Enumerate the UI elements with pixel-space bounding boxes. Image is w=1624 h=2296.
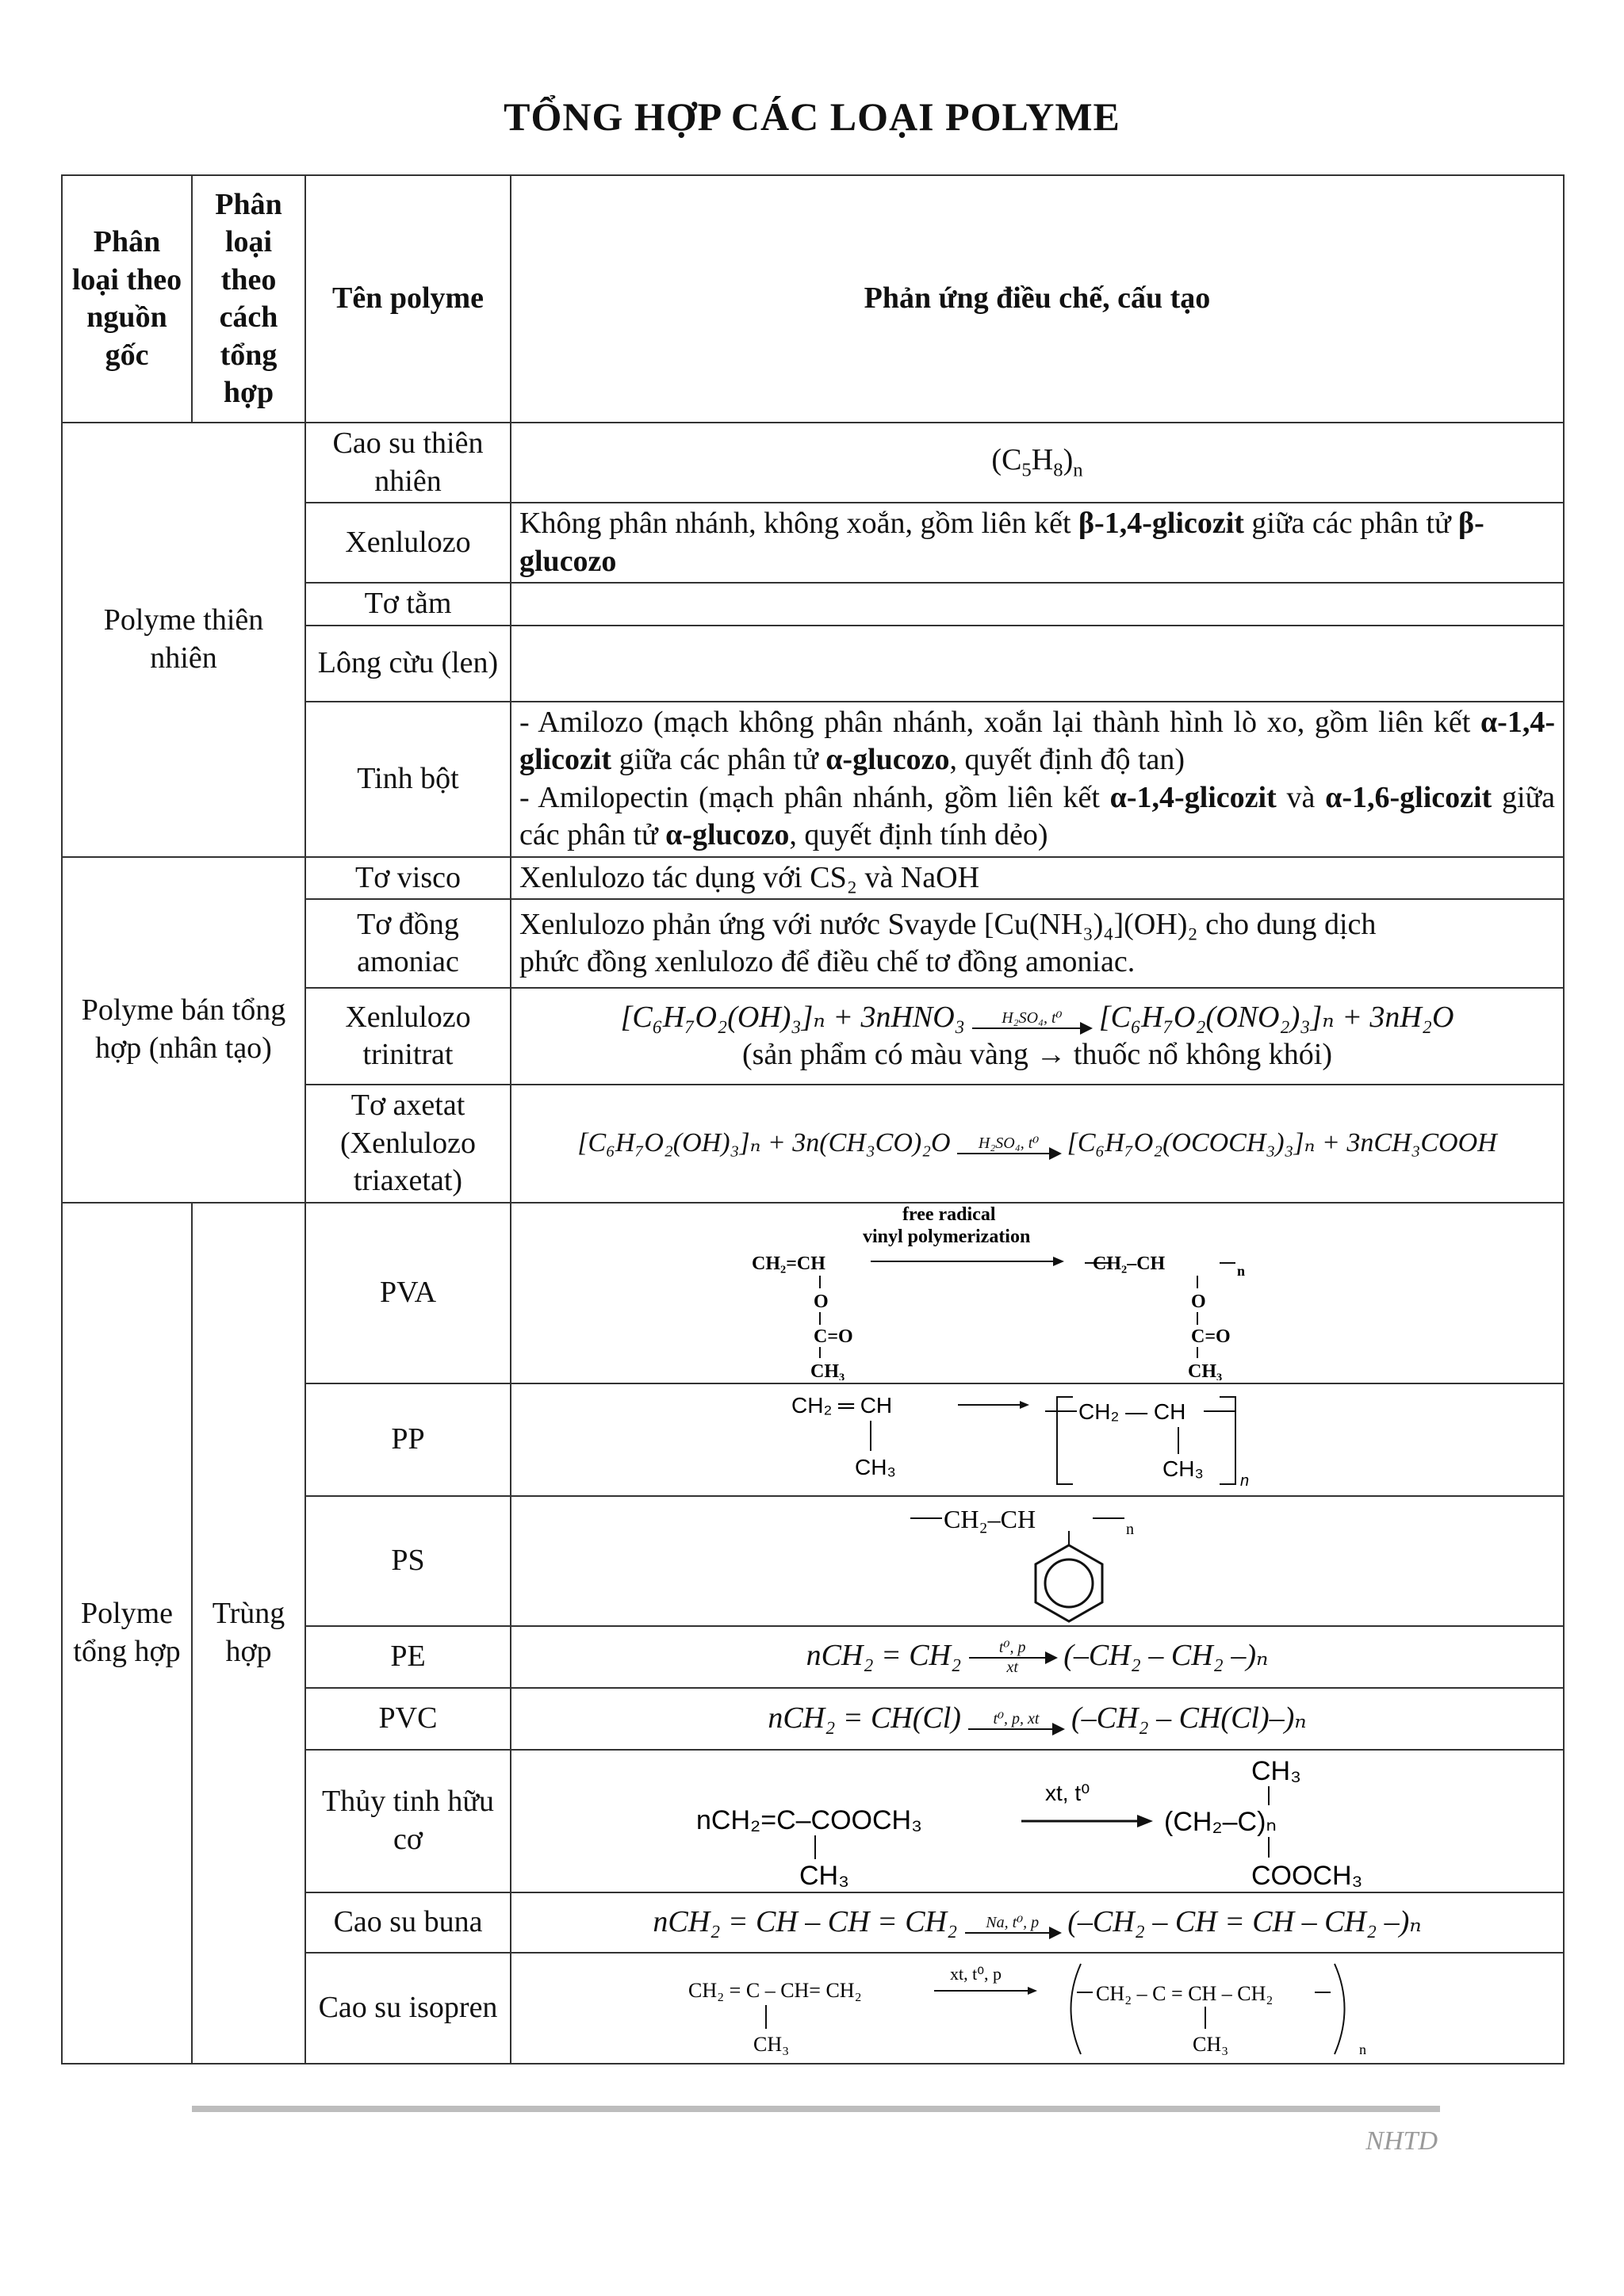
atom-label: CH₃ [1188, 1360, 1223, 1380]
subscript-n: n [1240, 1471, 1250, 1490]
monomer: CH₂=CH [752, 1253, 825, 1274]
arrow-condition: t⁰, p [998, 1639, 1026, 1657]
equation [515, 1127, 1560, 1161]
monomer: nCH₂=C–COOCH₃ [696, 1804, 922, 1835]
page-title: TỔNG HỢP CÁC LOẠI POLYME [504, 94, 1120, 139]
reaction-cell [511, 1626, 1564, 1688]
polymer-name: Cao su thiên nhiên [305, 423, 511, 503]
equation [519, 1904, 1555, 1942]
reaction-arrow-icon [968, 1711, 1063, 1730]
text-run: - Amilopectin (mạch phân nhánh, gồm liên kết [519, 780, 1110, 814]
group-addition: Trùng hợp [192, 1203, 305, 2064]
text-run: Xenlulozo phản ứng với nước Svayde [Cu(NH₃)₄](OH)₂ cho dung dịch [519, 907, 1377, 941]
polymer-name: Thủy tinh hữu cơ [305, 1750, 511, 1892]
reaction-cell [511, 1203, 1564, 1383]
equation-right: [C₆H₇O₂(OCOCH₃)₃]ₙ + 3nCH₃COOH [1067, 1128, 1497, 1158]
subscript-n: n [1126, 1520, 1134, 1538]
arrow-condition: xt, t⁰, p [950, 1963, 1002, 1984]
header-synthesis: Phân loại theo cách tổng hợp [192, 175, 305, 423]
group-natural: Polyme thiên nhiên [62, 423, 305, 857]
ps-structure [910, 1499, 1164, 1623]
polymer-name: Cao su isopren [305, 1953, 511, 2064]
polymer-name: Cao su buna [305, 1892, 511, 1953]
equation-left: [C₆H₇O₂(OH)₃]ₙ + 3nHNO₃ [620, 1000, 965, 1034]
table-row [62, 1203, 1564, 1383]
polymer-name: Tơ tằm [305, 583, 511, 626]
header-row [62, 175, 1564, 423]
arrow-condition: H₂SO₄, t⁰ [1002, 1008, 1063, 1027]
bold-run: β-1,4-glicozit [1078, 507, 1244, 540]
polymer-unit: CH₂–CH [944, 1504, 1036, 1533]
bold-run: α-1,4-glicozit [519, 705, 1555, 776]
reaction-arrow-icon [969, 1640, 1056, 1676]
footer-signature: NHTD [1365, 2126, 1438, 2156]
reaction-arrow-icon [957, 1135, 1060, 1154]
pva-structure [752, 1206, 1323, 1380]
text-run: giữa các phân tử [519, 780, 1555, 851]
polymer-unit: (CH₂–C)ₙ [1164, 1806, 1277, 1837]
arrow-condition: xt [1006, 1659, 1018, 1677]
isoprene-structure [688, 1956, 1386, 2061]
polymer-name: Tơ visco [305, 857, 511, 900]
text-run: Không phân nhánh, không xoắn, gồm liên kết [519, 507, 1079, 540]
atom-label: O [1191, 1291, 1206, 1312]
equation-note: (sản phẩm có màu vàng → thuốc nổ không khói) [741, 1038, 1333, 1071]
arrow-condition: free radical [902, 1205, 996, 1225]
reaction-cell [511, 503, 1564, 583]
polymer-name: PE [305, 1626, 511, 1688]
equation-left: nCH₂ = CH₂ [806, 1638, 962, 1672]
bold-run: β-glucozo [519, 507, 1484, 578]
polymer-name: PS [305, 1496, 511, 1626]
polymer-name: Xenlulozo [305, 503, 511, 583]
arrow-condition: vinyl polymerization [863, 1226, 1031, 1247]
polymer-unit: CH₂–CH [1093, 1253, 1166, 1274]
monomer: CH₂ ═ CH [791, 1392, 893, 1418]
bold-run: α-1,4-glicozit [1109, 780, 1277, 814]
atom-label: CH₃ [799, 1860, 849, 1889]
equation [519, 1637, 1555, 1676]
equation-right: (–CH₂ – CH₂ –)ₙ [1063, 1638, 1269, 1672]
reaction-cell [511, 1383, 1564, 1496]
reaction-arrow-icon [972, 1010, 1091, 1029]
polymer-name: Tinh bột [305, 702, 511, 857]
bold-run: α-glucozo [665, 818, 790, 851]
polymer-name: Xenlulozo trinitrat [305, 988, 511, 1085]
header-origin: Phân loại theo nguồn gốc [62, 175, 192, 423]
footer-divider [192, 2106, 1440, 2112]
reaction-cell [511, 1085, 1564, 1203]
atom-label: CH₃ [810, 1360, 845, 1380]
group-synthetic: Polyme tổng hợp [62, 1203, 192, 2064]
reaction-cell [511, 988, 1564, 1085]
text-run: , quyết định tính dẻo) [789, 818, 1048, 851]
bold-run: α-glucozo [825, 743, 950, 776]
reaction-cell: $(C_5H_8)_n$ [511, 423, 1564, 503]
reaction-cell [511, 1750, 1564, 1892]
reaction-cell [511, 899, 1564, 988]
text-run: và [1276, 780, 1326, 814]
reaction-cell [511, 1892, 1564, 1953]
atom-label: CH₃ [855, 1454, 896, 1479]
atom-label: CH₃ [1251, 1755, 1301, 1786]
equation-right: [C₆H₇O₂(ONO₂)₃]ₙ + 3nH₂O [1098, 1000, 1454, 1034]
equation [519, 999, 1555, 1037]
reaction-cell [511, 626, 1564, 702]
polymer-name: PP [305, 1383, 511, 1496]
bold-run: α-1,6-glicozit [1325, 780, 1492, 814]
arrow-condition: H₂SO₄, t⁰ [978, 1135, 1040, 1153]
polymer-table [61, 174, 1565, 2064]
atom-label: CH₃ [1193, 2032, 1229, 2056]
atom-label: C=O [1191, 1326, 1231, 1347]
polymer-unit: CH₂ – C = CH – CH₂ [1096, 1981, 1274, 2005]
equation-right: (–CH₂ – CH(Cl)–)ₙ [1071, 1701, 1307, 1735]
reaction-cell [511, 583, 1564, 626]
pp-structure [791, 1387, 1283, 1492]
header-name: Tên polyme [305, 175, 511, 423]
subscript-n: n [1359, 2041, 1366, 2057]
reaction-cell [511, 1496, 1564, 1626]
text-run: giữa các phân tử [611, 743, 826, 776]
monomer: CH₂ = C – CH= CH₂ [688, 1978, 862, 2002]
polymer-name: Lông cừu (len) [305, 626, 511, 702]
arrow-condition: Na, t⁰, p [986, 1914, 1040, 1932]
polymer-name: PVC [305, 1688, 511, 1750]
polymer-name: Tơ đồng amoniac [305, 899, 511, 988]
table-row [62, 857, 1564, 900]
equation-left: nCH₂ = CH(Cl) [768, 1701, 961, 1735]
text-run: giữa các phân tử [1243, 507, 1459, 540]
reaction-cell [511, 1688, 1564, 1750]
polymer-unit: CH₂ — CH [1078, 1399, 1186, 1424]
subscript-n: n [1237, 1262, 1246, 1279]
reaction-cell: Xenlulozo tác dụng với CS₂ và NaOH [511, 857, 1564, 900]
atom-label: COOCH₃ [1251, 1860, 1363, 1889]
equation-left: [C₆H₇O₂(OH)₃]ₙ + 3n(CH₃CO)₂O [577, 1128, 951, 1158]
pmma-structure [696, 1753, 1378, 1889]
group-semi: Polyme bán tổng hợp (nhân tạo) [62, 857, 305, 1203]
equation-left: nCH₂ = CH – CH = CH₂ [653, 1904, 958, 1938]
arrow-condition: xt, t⁰ [1045, 1780, 1090, 1805]
atom-label: O [814, 1291, 829, 1312]
reaction-arrow-icon [965, 1915, 1060, 1934]
text-run: - Amilozo (mạch không phân nhánh, xoắn lại thành hình lò xo, gồm liên kết [519, 705, 1480, 739]
text-run: phức đồng xenlulozo để điều chế tơ đồng amoniac. [519, 945, 1136, 978]
reaction-cell [511, 1953, 1564, 2064]
polymer-name: PVA [305, 1203, 511, 1383]
table-row [62, 423, 1564, 503]
text-run: , quyết định độ tan) [949, 743, 1185, 776]
atom-label: CH₃ [753, 2032, 790, 2056]
atom-label: C=O [814, 1326, 853, 1347]
header-reaction: Phản ứng điều chế, cấu tạo [511, 175, 1564, 423]
equation-right: (–CH₂ – CH = CH – CH₂ –)ₙ [1067, 1904, 1422, 1938]
reaction-cell [511, 702, 1564, 857]
arrow-condition: t⁰, p, xt [993, 1710, 1040, 1728]
atom-label: CH₃ [1162, 1456, 1204, 1481]
equation [519, 1700, 1555, 1738]
polymer-name: Tơ axetat (Xenlulozo triaxetat) [305, 1085, 511, 1203]
